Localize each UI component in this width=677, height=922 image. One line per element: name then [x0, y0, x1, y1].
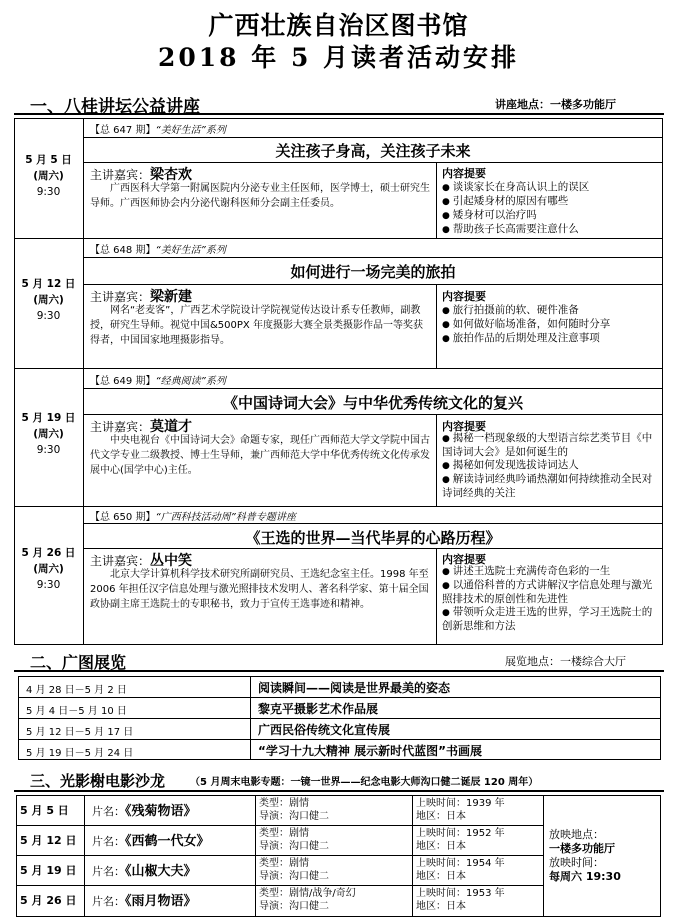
- row-divider: [14, 368, 663, 369]
- lecture-date: 5 月 26 日 (周六) 9:30: [21, 547, 76, 591]
- series-label: 【总 650 期】“广西科技活动周”科普专题讲座: [90, 512, 296, 523]
- film-date: 5 月 5 日: [20, 804, 69, 817]
- exhibition-dates: 5 月 12 日－5 月 17 日: [26, 727, 134, 738]
- exhibition-name: 黎克平摄影艺术作品展: [258, 702, 379, 716]
- content-points: ● 讲述王选院士充满传奇色彩的一生 ● 以通俗科普的方式讲解汉字信息处理与激光照排技术的原创性和先进性 ● 带领听众走进王选的世界，学习王选院士的创新思维和方法: [442, 565, 660, 633]
- film-title: 片名：《山椒大夫》: [92, 864, 197, 879]
- film-title: 片名：《西鹤一代女》: [92, 834, 210, 849]
- content-points: ● 揭秘一档现象级的大型语言综艺类节目《中国诗词大会》是如何诞生的 ● 揭秘如何发现选拔诗词达人 ● 解读诗词经典吟诵热潮如何持续推动全民对诗词经典的关注: [442, 432, 660, 500]
- lecture-date: 5 月 12 日 (周六) 9:30: [21, 278, 76, 322]
- film-title: 片名：《雨月物语》: [92, 894, 197, 909]
- content-summary-label: 内容提要: [442, 290, 486, 303]
- row-divider: [14, 506, 663, 507]
- host-bio: 中央电视台《中国诗词大会》命题专家，现任广西师范大学文学院中国古代文学专业二级教授、博士生导师，兼广西师范大学中华优秀传统文化传承发展中心(国学中心)主任。: [90, 435, 430, 476]
- lecture-host: 主讲嘉宾：梁杏欢: [90, 167, 193, 183]
- table-divider: [83, 118, 84, 645]
- lecture-title: 《中国诗词大会》与中华优秀传统文化的复兴: [222, 394, 523, 412]
- content-summary-label: 内容提要: [442, 420, 486, 433]
- section-divider: [14, 790, 664, 792]
- exhibition-name: 阅读瞬间——阅读是世界最美的姿态: [258, 681, 451, 695]
- film-date: 5 月 12 日: [20, 834, 77, 847]
- lecture-title: 关注孩子身高，关注孩子未来: [275, 142, 471, 160]
- section-film-title: 三、光影榭电影沙龙: [30, 772, 166, 790]
- film-year-region: 上映时间：1952 年 地区：日本: [416, 828, 505, 852]
- page-title: 广西壮族自治区图书馆: [208, 11, 469, 40]
- exhibition-dates: 4 月 28 日－5 月 2 日: [26, 685, 127, 696]
- section-lectures-title: 一、八桂讲坛公益讲座: [30, 97, 200, 117]
- section-divider: [14, 113, 664, 115]
- content-summary-label: 内容提要: [442, 553, 486, 566]
- row-divider: [14, 238, 663, 239]
- film-year-region: 上映时间：1954 年 地区：日本: [416, 858, 505, 882]
- host-bio: 广西医科大学第一附属医院内分泌专业主任医师，医学博士，硕士研究生导师。广西医师协会内分泌代谢科医师分会副主任委员。: [90, 183, 430, 209]
- lecture-date: 5 月 5 日 (周六) 9:30: [25, 154, 72, 198]
- screening-info: 放映地点： 一楼多功能厅 放映时间： 每周六 19:30: [549, 828, 621, 883]
- lecture-host: 主讲嘉宾：莫道才: [90, 419, 193, 435]
- series-label: 【总 648 期】“美好生活”系列: [90, 245, 226, 256]
- film-year-region: 上映时间：1953 年 地区：日本: [416, 888, 505, 912]
- section-exhibitions-title: 二、广图展览: [30, 653, 127, 672]
- lecture-title: 如何进行一场完美的旅拍: [290, 263, 456, 281]
- film-title: 片名：《残菊物语》: [92, 804, 197, 819]
- content-points: ● 旅行拍摄前的软、硬件准备 ● 如何做好临场准备，如何随时分享 ● 旅拍作品的后期处理及注意事项: [442, 304, 660, 346]
- exhibition-location: 展览地点：一楼综合大厅: [505, 655, 626, 668]
- film-date: 5 月 26 日: [20, 894, 77, 907]
- content-points: ● 谈谈家长在身高认识上的误区 ● 引起矮身材的原因有哪些 ● 矮身材可以治疗吗 ● 帮助孩子长高需要注意什么: [442, 181, 660, 237]
- lecture-date: 5 月 19 日 (周六) 9:30: [21, 412, 76, 456]
- lecture-title: 《王选的世界—当代毕昇的心路历程》: [245, 529, 501, 547]
- exhibition-name: 广西民俗传统文化宣传展: [258, 723, 391, 737]
- film-type-director: 类型：剧情/战争/奇幻 导演：沟口健二: [259, 888, 356, 912]
- lecture-location: 讲座地点：一楼多功能厅: [495, 98, 616, 111]
- lecture-host: 主讲嘉宾：梁新建: [90, 289, 193, 305]
- exhibition-dates: 5 月 4 日－5 月 10 日: [26, 706, 127, 717]
- exhibition-dates: 5 月 19 日－5 月 24 日: [26, 748, 134, 759]
- film-series-subtitle: （5 月周末电影专题：一镜一世界——纪念电影大师沟口健二诞辰 120 周年）: [190, 777, 539, 788]
- film-year-region: 上映时间：1939 年 地区：日本: [416, 798, 505, 822]
- content-summary-label: 内容提要: [442, 167, 486, 180]
- host-bio: 网名“老麦客”，广西艺术学院设计学院视觉传达设计系专任教师，副教授，研究生导师。视觉中国&500PX 年度摄影大赛全景类摄影作品一等奖获得者，中国国家地理摄影指导。: [90, 305, 423, 346]
- film-type-director: 类型：剧情 导演：沟口健二: [259, 858, 329, 882]
- host-bio: 北京大学计算机科学技术研究所副研究员、王选纪念室主任。1998 年至 2006 年担任汉字信息处理与激光照排技术发明人、著名科学家、第十届全国政协副主席王选院士的专职秘书，致力于宣传王选事迹和精神。: [90, 569, 429, 610]
- page-subtitle: 2018 年 5 月读者活动安排: [157, 43, 520, 72]
- lecture-host: 主讲嘉宾：丛中笑: [90, 553, 193, 569]
- series-label: 【总 647 期】“美好生活”系列: [90, 125, 226, 136]
- exhibition-name: “学习十九大精神 展示新时代蓝图”书画展: [258, 744, 482, 758]
- film-type-director: 类型：剧情 导演：沟口健二: [259, 798, 329, 822]
- section-divider: [14, 670, 664, 672]
- film-date: 5 月 19 日: [20, 864, 77, 877]
- series-label: 【总 649 期】“经典阅读”系列: [90, 376, 226, 387]
- film-type-director: 类型：剧情 导演：沟口健二: [259, 828, 329, 852]
